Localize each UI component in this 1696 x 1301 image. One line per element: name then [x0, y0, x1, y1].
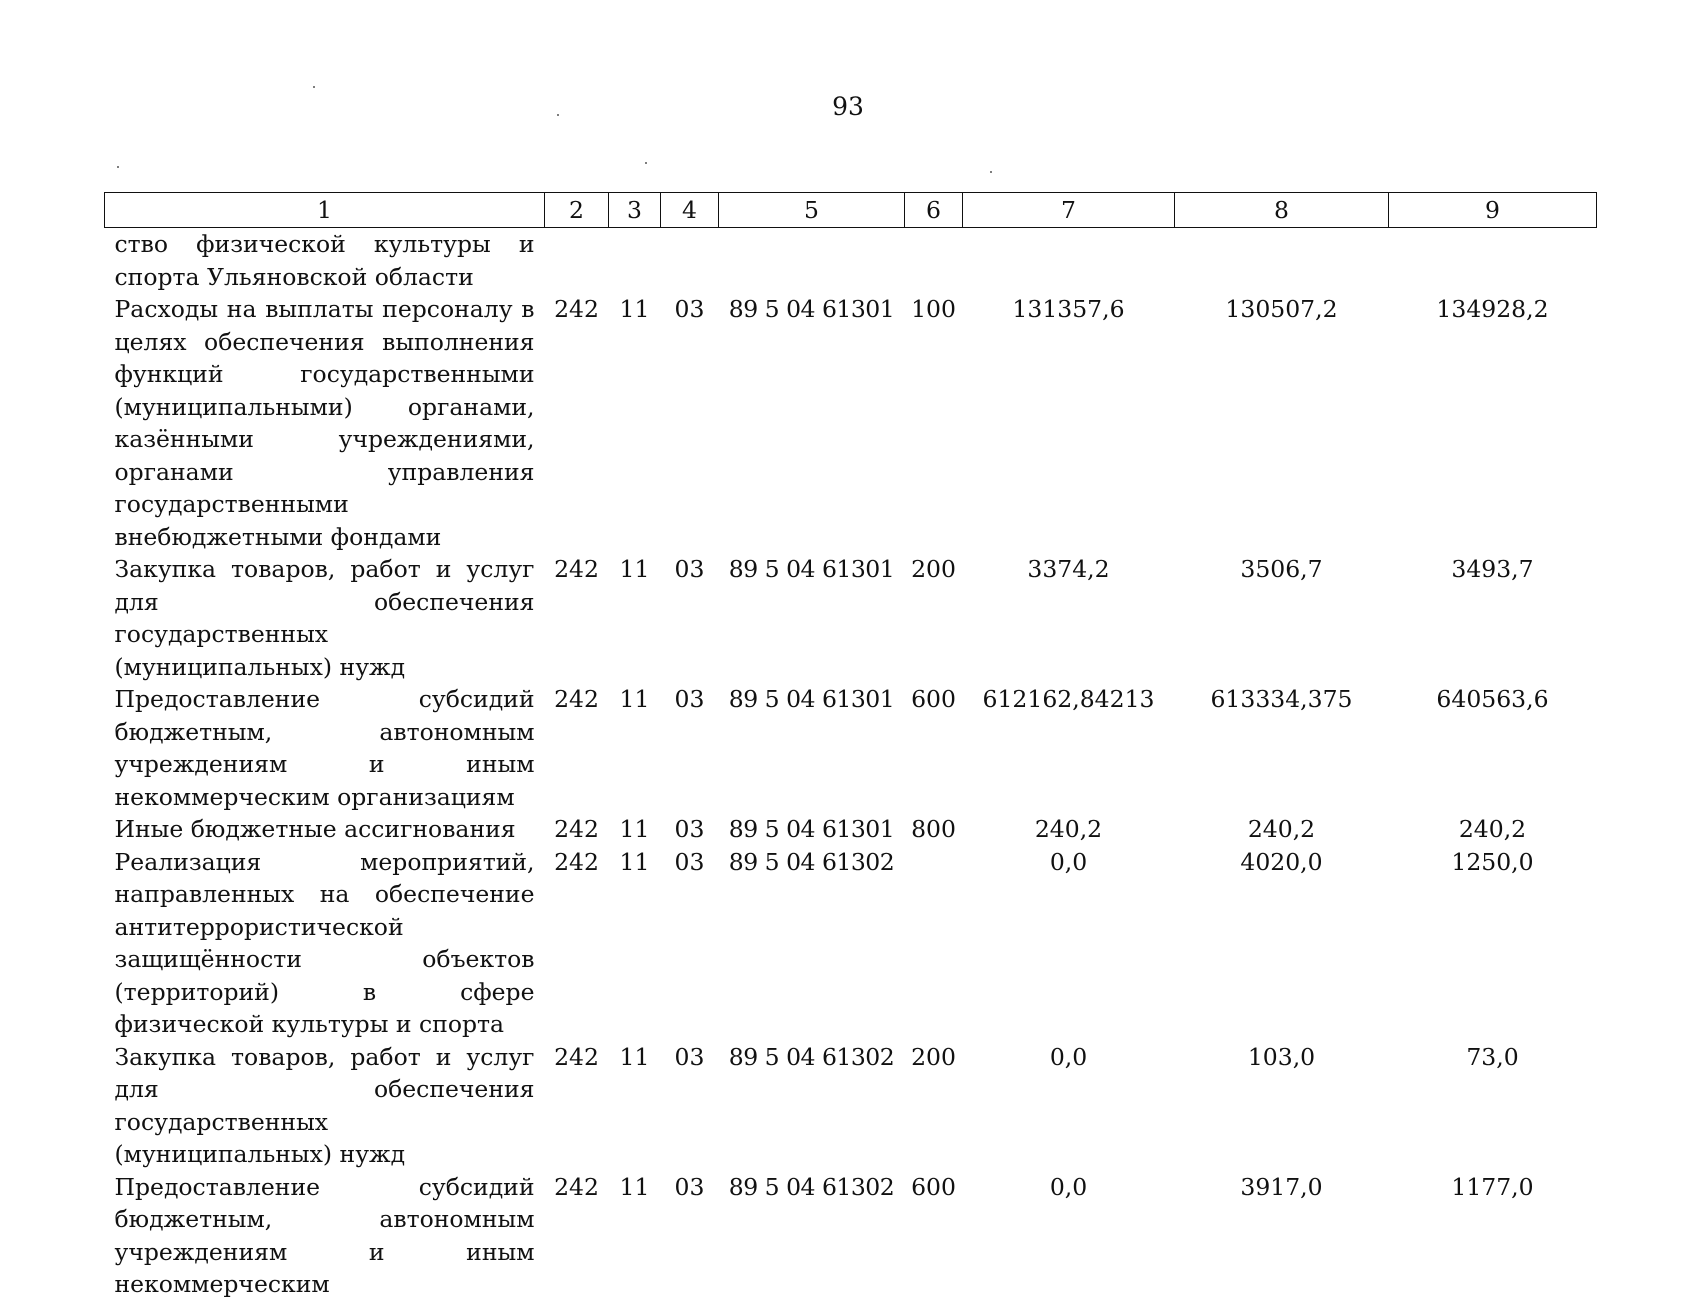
cell-subsection: 03	[674, 847, 705, 876]
cell-subsection: 03	[674, 815, 705, 843]
cell-amount-9: 640563,6	[1436, 685, 1549, 713]
cell-amount-7: 0,0	[1049, 1172, 1088, 1201]
cell-target-article: 89 5 04 61301	[728, 555, 895, 583]
column-header: 1	[105, 193, 545, 228]
cell-amount-8: 613334,375	[1210, 685, 1353, 713]
cell-amount-7: 0,0	[1049, 1042, 1088, 1071]
cell-subsection: 03	[674, 1042, 705, 1071]
cell-amount-7	[963, 228, 1175, 294]
cell-target-article: 89 5 04 61301	[728, 295, 895, 323]
cell-amount-9: 134928,2	[1436, 295, 1549, 323]
table-row	[105, 293, 1597, 553]
cell-target-article: 89 5 04 61302	[728, 847, 895, 876]
cell-amount-8: 103,0	[1247, 1042, 1316, 1071]
row-description: Предоставление субсидий бюджетным, автономным учреждениям и иным некоммерческим	[114, 1172, 535, 1298]
cell-expense-type: 200	[911, 555, 956, 583]
cell-section: 11	[619, 555, 650, 583]
cell-code: 242	[554, 847, 599, 876]
cell-amount-7: 612162,84213	[982, 685, 1155, 713]
scan-speck	[313, 86, 315, 88]
row-description: Закупка товаров, работ и услуг для обеспечения государственных (муниципальных) нужд	[114, 1042, 535, 1168]
cell-subsection: 03	[674, 685, 705, 713]
cell-amount-8	[1175, 228, 1389, 294]
row-description: Предоставление субсидий бюджетным, автономным учреждениям и иным некоммерческим организациям	[114, 685, 535, 811]
cell-expense-type	[905, 846, 963, 1041]
cell-target-article	[719, 228, 905, 294]
cell-target-article: 89 5 04 61301	[728, 685, 895, 713]
table-body	[105, 228, 1597, 1301]
cell-code: 242	[554, 555, 599, 583]
cell-amount-9: 3493,7	[1451, 555, 1534, 583]
cell-section: 11	[619, 1042, 650, 1071]
column-header: 9	[1389, 193, 1597, 228]
cell-amount-8: 3917,0	[1240, 1172, 1323, 1201]
cell-amount-8: 4020,0	[1240, 847, 1323, 876]
cell-code: 242	[554, 1172, 599, 1201]
row-description: Реализация мероприятий, направленных на обеспечение антитеррористической защищённости объектов (территорий) в сфере физической культуры и спорта	[114, 847, 535, 1038]
row-description: Закупка товаров, работ и услуг для обеспечения государственных (муниципальных) нужд	[114, 555, 535, 681]
cell-code: 242	[554, 295, 599, 323]
cell-code	[545, 228, 609, 294]
cell-code: 242	[554, 685, 599, 713]
column-header: 5	[719, 193, 905, 228]
cell-target-article: 89 5 04 61301	[728, 815, 895, 843]
cell-amount-9	[1389, 228, 1597, 294]
cell-section: 11	[619, 847, 650, 876]
table-row	[105, 846, 1597, 1041]
row-description: ство физической культуры и спорта Ульяновской области	[114, 230, 535, 291]
column-header: 3	[609, 193, 661, 228]
cell-section: 11	[619, 1172, 650, 1201]
cell-amount-9: 1250,0	[1451, 847, 1534, 876]
table-row	[105, 683, 1597, 813]
cell-subsection	[661, 228, 719, 294]
cell-code: 242	[554, 1042, 599, 1071]
cell-code: 242	[554, 815, 599, 843]
cell-expense-type: 600	[911, 1172, 956, 1201]
cell-target-article: 89 5 04 61302	[728, 1042, 895, 1071]
cell-amount-9: 1177,0	[1451, 1172, 1534, 1201]
cell-amount-8: 240,2	[1247, 815, 1316, 843]
scan-speck	[645, 162, 647, 164]
cell-expense-type: 600	[911, 685, 956, 713]
budget-table	[104, 192, 1597, 1301]
column-header: 7	[963, 193, 1175, 228]
column-header: 8	[1175, 193, 1389, 228]
scan-speck	[557, 114, 559, 116]
cell-section: 11	[619, 295, 650, 323]
cell-expense-type	[905, 228, 963, 294]
page-number: 93	[832, 92, 864, 121]
cell-section: 11	[619, 685, 650, 713]
cell-amount-7: 131357,6	[1012, 295, 1125, 323]
scan-speck	[117, 166, 119, 168]
cell-amount-8: 130507,2	[1225, 295, 1338, 323]
scan-speck	[990, 171, 992, 173]
row-description: Иные бюджетные ассигнования	[114, 815, 516, 843]
cell-expense-type: 800	[911, 815, 956, 843]
cell-amount-9: 240,2	[1458, 815, 1527, 843]
header-row	[105, 193, 1597, 228]
cell-amount-9: 73,0	[1466, 1042, 1519, 1071]
table-header	[105, 193, 1597, 228]
cell-amount-8: 3506,7	[1240, 555, 1323, 583]
cell-subsection: 03	[674, 295, 705, 323]
cell-amount-7: 0,0	[1049, 847, 1088, 876]
row-description: Расходы на выплаты персоналу в целях обеспечения выполнения функций государственными (муниципальными) органами, казёнными учреждениями, органами управления государственными внебюджетными фондами	[114, 295, 535, 551]
table-row	[105, 228, 1597, 294]
cell-target-article: 89 5 04 61302	[728, 1172, 895, 1201]
table-row	[105, 1041, 1597, 1171]
cell-section: 11	[619, 815, 650, 843]
column-header: 6	[905, 193, 963, 228]
column-header: 2	[545, 193, 609, 228]
cell-expense-type: 200	[911, 1042, 956, 1071]
cell-amount-7: 3374,2	[1027, 555, 1110, 583]
table-row	[105, 1171, 1597, 1301]
cell-section	[609, 228, 661, 294]
table-row	[105, 813, 1597, 846]
cell-subsection: 03	[674, 1172, 705, 1201]
cell-expense-type: 100	[911, 295, 956, 323]
cell-subsection: 03	[674, 555, 705, 583]
cell-amount-7: 240,2	[1034, 815, 1103, 843]
table-row	[105, 553, 1597, 683]
column-header: 4	[661, 193, 719, 228]
